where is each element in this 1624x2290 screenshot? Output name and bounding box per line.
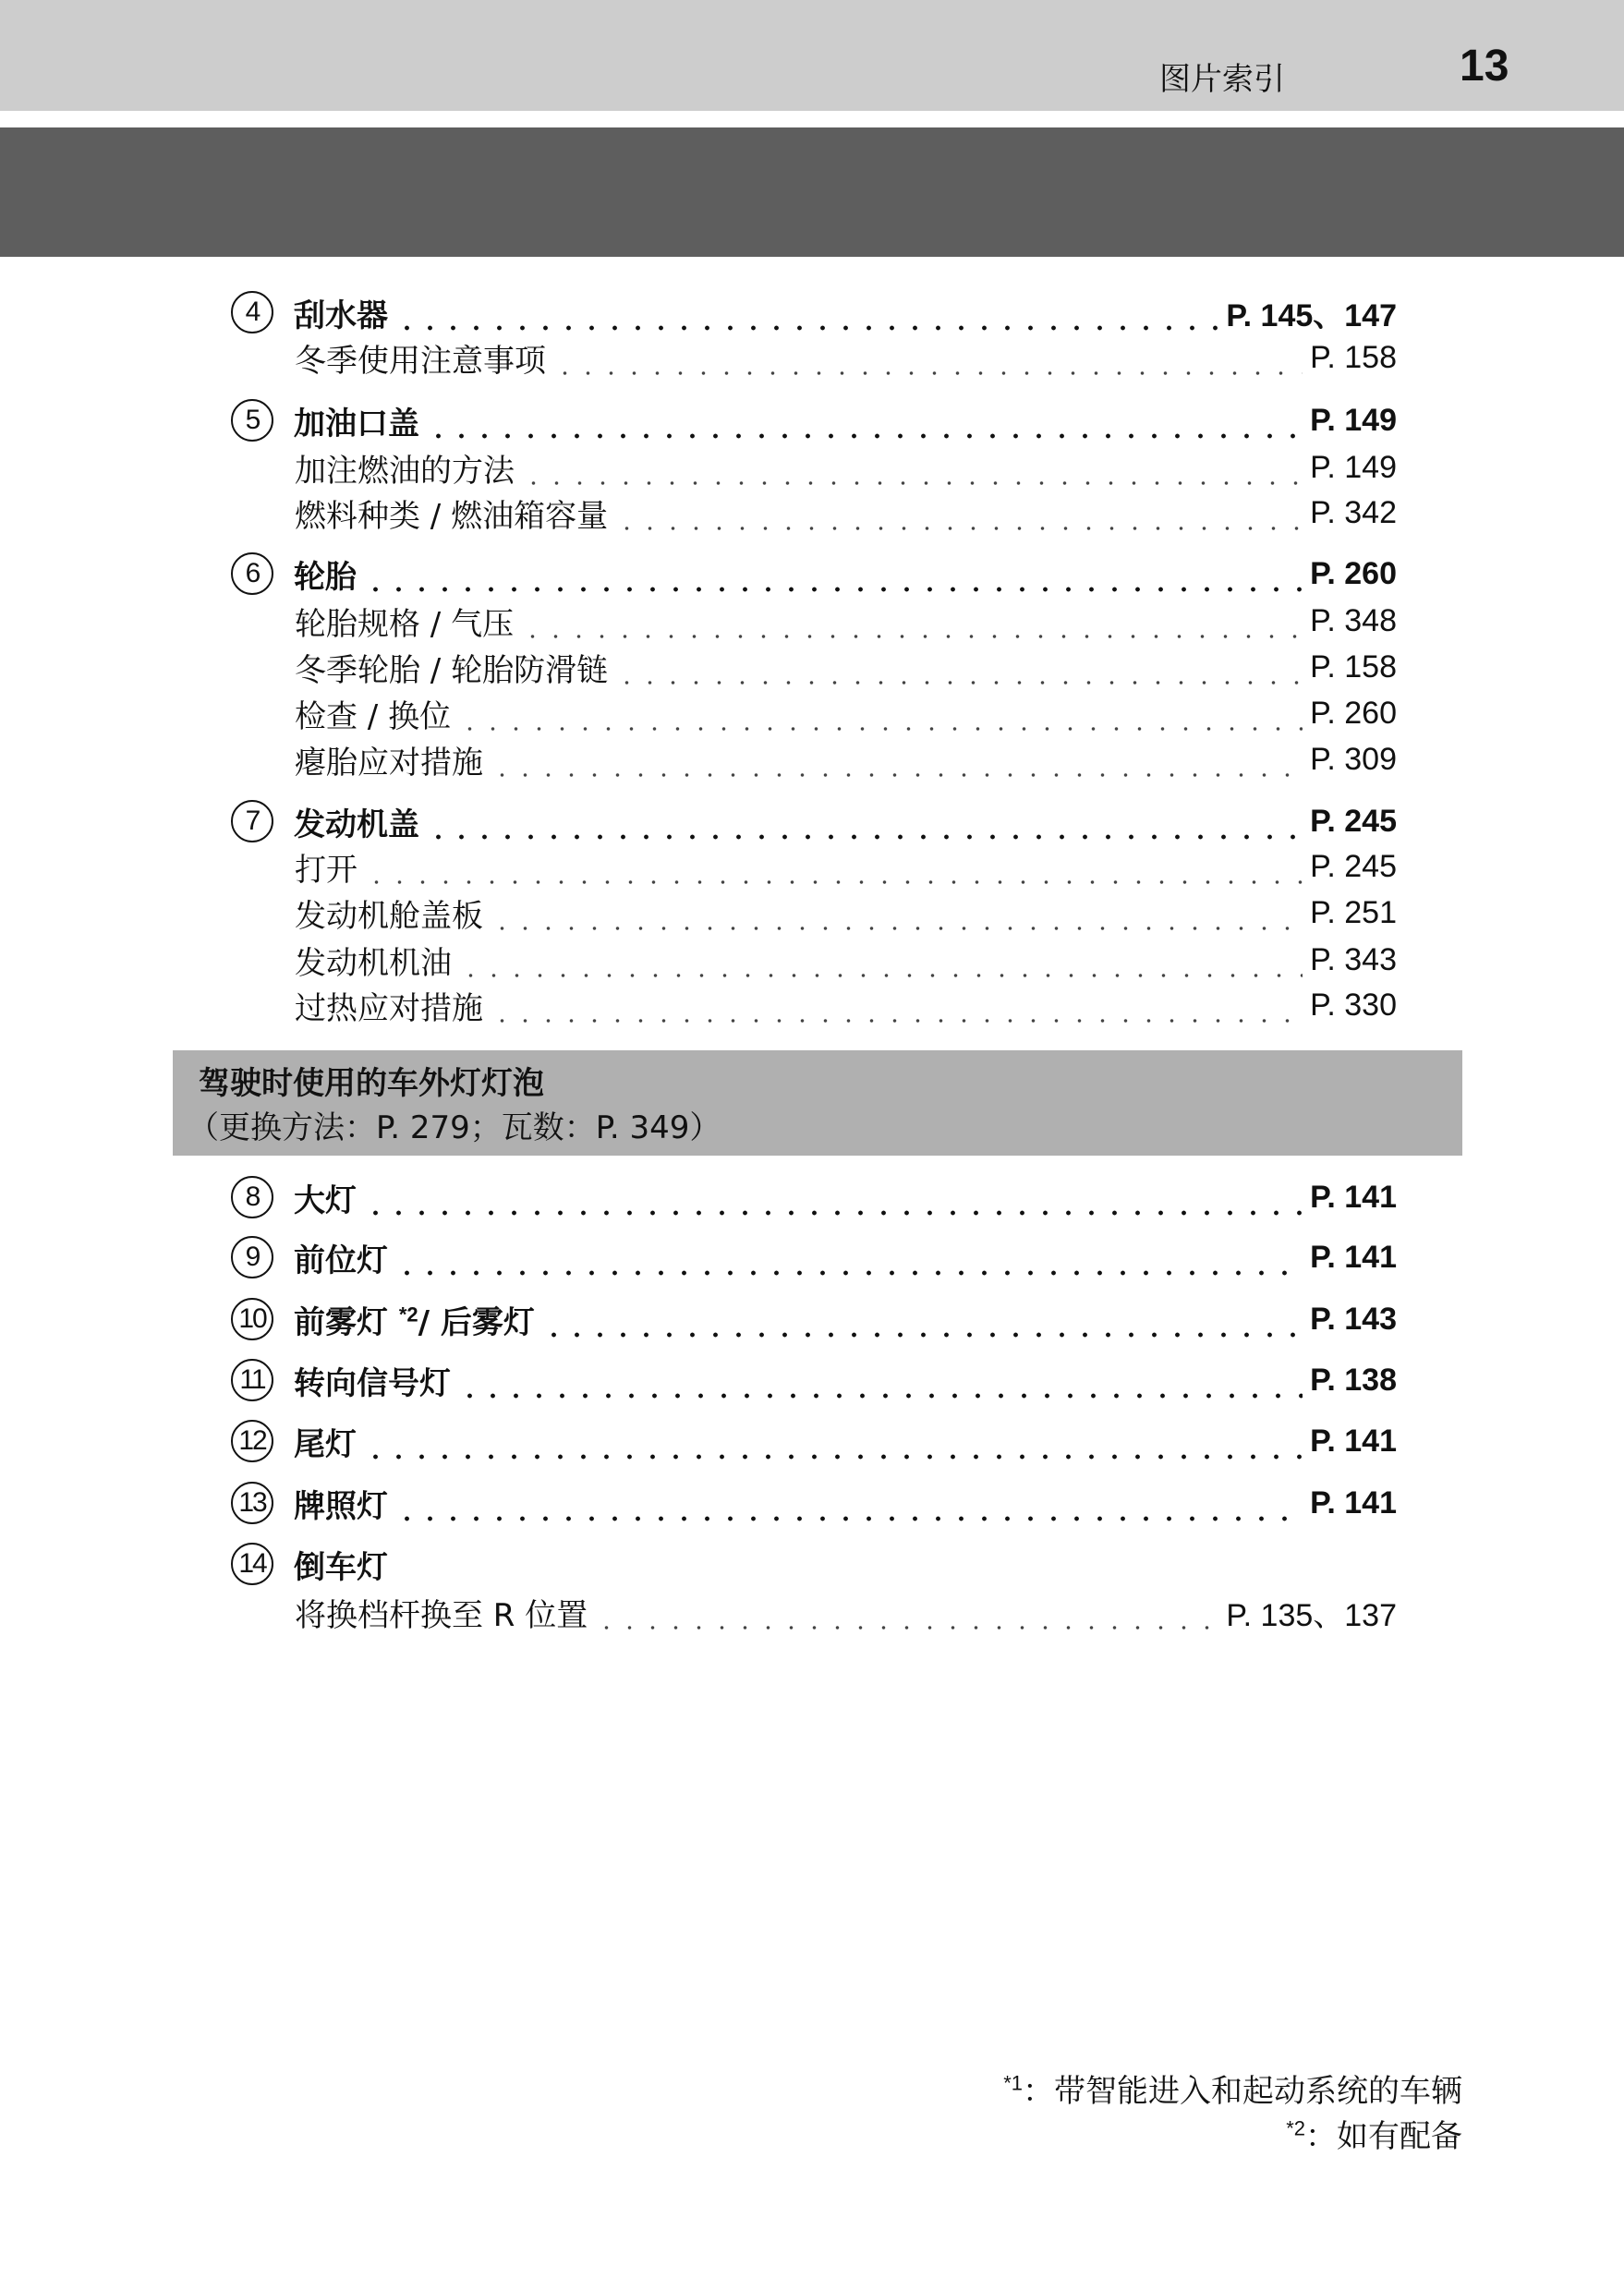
page-reference[interactable]: P. 245 — [1310, 848, 1397, 884]
dot-leader — [395, 1249, 1303, 1280]
circled-number-5: 5 — [231, 399, 273, 442]
page-reference[interactable]: P. 158 — [1310, 648, 1397, 685]
entry-label-text: 牌照灯 — [294, 1487, 388, 1525]
group-subtitle: （更换方法：P. 279；瓦数：P. 349） — [188, 1109, 721, 1146]
page-reference[interactable]: P. 141 — [1310, 1179, 1397, 1215]
dot-leader — [459, 951, 1303, 983]
entry-label-text: / 后雾灯 — [418, 1303, 535, 1341]
page-reference[interactable]: P. 342 — [1310, 494, 1397, 530]
page-reference[interactable]: P. 145、147 — [1226, 297, 1397, 333]
page-reference[interactable]: P. 158 — [1310, 339, 1397, 375]
footnote-mark: *2 — [1286, 2116, 1305, 2140]
page-reference[interactable]: P. 260 — [1310, 555, 1397, 591]
dot-leader — [542, 1311, 1303, 1342]
index-entry[interactable] — [231, 289, 1397, 335]
index-entry[interactable] — [231, 1296, 1397, 1342]
dot-leader — [395, 304, 1218, 335]
entry-label — [295, 335, 546, 381]
index-subentry[interactable] — [295, 982, 1397, 1028]
entry-label-text: 前雾灯 — [294, 1303, 399, 1341]
index-subentry[interactable] — [295, 644, 1397, 690]
entry-label — [295, 983, 483, 1028]
entry-label-text: 打开 — [295, 851, 358, 889]
entry-label-text: 刮水器 — [294, 297, 388, 334]
entry-label-text: 冬季使用注意事项 — [295, 342, 546, 380]
index-subentry[interactable] — [295, 334, 1397, 381]
index-subentry[interactable] — [295, 490, 1397, 536]
dot-leader — [521, 612, 1303, 644]
entry-label-text: 轮胎规格 / 气压 — [295, 605, 515, 643]
index-subentry[interactable] — [295, 736, 1397, 782]
entry-label-text: 瘪胎应对措施 — [295, 744, 483, 782]
page-reference[interactable]: P. 141 — [1310, 1239, 1397, 1275]
circled-number-14: 14 — [231, 1543, 273, 1585]
page-reference[interactable]: P. 149 — [1310, 449, 1397, 485]
circled-number-11: 11 — [231, 1359, 273, 1401]
entry-label — [294, 1419, 357, 1464]
page-reference[interactable]: P. 309 — [1310, 741, 1397, 777]
entry-label-text: 加油口盖 — [294, 405, 419, 442]
entry-label — [294, 1235, 388, 1280]
index-entry[interactable] — [231, 1541, 1397, 1587]
entry-label — [294, 1175, 357, 1220]
dot-leader — [615, 659, 1303, 690]
entry-label-text: 发动机盖 — [294, 806, 419, 843]
entry-label — [294, 1481, 388, 1526]
entry-label-text: 转向信号灯 — [294, 1364, 451, 1402]
index-subentry[interactable] — [295, 1589, 1397, 1635]
page-reference[interactable]: P. 135、137 — [1226, 1597, 1397, 1633]
footnote-text: ：如有配备 — [1305, 2118, 1462, 2155]
entry-label — [294, 290, 388, 335]
entry-label — [294, 1542, 388, 1587]
entry-label-text: 冬季轮胎 / 轮胎防滑链 — [295, 651, 609, 689]
dot-leader — [365, 858, 1303, 890]
index-entry[interactable] — [231, 1480, 1397, 1526]
page-reference[interactable]: P. 260 — [1310, 695, 1397, 731]
dark-banner — [0, 127, 1624, 257]
dot-leader — [427, 412, 1303, 443]
entry-label-text: 大灯 — [294, 1181, 357, 1219]
circled-number-12: 12 — [231, 1420, 273, 1462]
exterior-bulbs-header — [173, 1050, 1462, 1156]
entry-label — [294, 398, 419, 443]
entry-label — [295, 1590, 588, 1635]
index-entry[interactable] — [231, 798, 1397, 844]
index-entry[interactable] — [231, 397, 1397, 443]
page-reference[interactable]: P. 149 — [1310, 402, 1397, 438]
entry-label — [294, 799, 419, 844]
dot-leader — [522, 459, 1303, 491]
page-reference[interactable]: P. 343 — [1310, 941, 1397, 977]
dot-leader — [427, 813, 1303, 844]
index-entry[interactable] — [231, 1234, 1397, 1280]
entry-label — [295, 599, 514, 644]
entry-label — [295, 891, 483, 936]
dot-leader — [395, 1495, 1303, 1526]
page-reference[interactable]: P. 245 — [1310, 803, 1397, 839]
entry-label-text: 倒车灯 — [294, 1548, 388, 1586]
footnote-2 — [1286, 2111, 1462, 2156]
entry-label — [295, 844, 358, 890]
entry-label — [295, 445, 515, 491]
group-title: 驾驶时使用的车外灯灯泡 — [199, 1065, 544, 1102]
entry-label-text: 前位灯 — [294, 1242, 388, 1279]
entry-label-text: 检查 / 换位 — [295, 697, 452, 735]
index-subentry[interactable] — [295, 937, 1397, 983]
entry-label-text: 将换档杆换至 R 位置 — [295, 1596, 588, 1634]
footnote-1 — [1003, 2066, 1462, 2111]
header-band — [0, 0, 1624, 111]
dot-leader — [364, 1433, 1303, 1464]
footnote-mark: *1 — [1003, 2071, 1023, 2095]
dot-leader — [553, 349, 1303, 381]
entry-label — [295, 737, 483, 782]
circled-number-6: 6 — [231, 552, 273, 595]
entry-label-text: 过热应对措施 — [295, 989, 483, 1027]
circled-number-4: 4 — [231, 291, 273, 333]
dot-leader — [458, 705, 1303, 736]
entry-label-text: 轮胎 — [294, 558, 357, 596]
page-reference[interactable]: P. 138 — [1310, 1362, 1397, 1398]
entry-label-text: 尾灯 — [294, 1425, 357, 1463]
index-entry[interactable] — [231, 1357, 1397, 1403]
entry-label — [295, 491, 608, 536]
circled-number-7: 7 — [231, 800, 273, 842]
entry-label — [295, 645, 608, 690]
dot-leader — [595, 1604, 1218, 1635]
entry-label — [294, 1358, 451, 1403]
circled-number-10: 10 — [231, 1298, 273, 1340]
entry-label-text: 燃料种类 / 燃油箱容量 — [295, 497, 609, 535]
page-reference[interactable]: P. 330 — [1310, 987, 1397, 1023]
dot-leader — [491, 997, 1303, 1028]
dot-leader — [615, 504, 1303, 536]
page-reference[interactable]: P. 143 — [1310, 1301, 1397, 1337]
page-number: 13 — [1460, 42, 1509, 91]
dot-leader — [458, 1372, 1303, 1403]
index-entry[interactable] — [231, 1418, 1397, 1464]
index-entry[interactable] — [231, 1174, 1397, 1220]
entry-label — [294, 1297, 535, 1342]
page-reference[interactable]: P. 251 — [1310, 894, 1397, 930]
footnote-ref: *2 — [398, 1303, 418, 1327]
dot-leader — [491, 904, 1303, 936]
dot-leader — [491, 751, 1303, 782]
circled-number-9: 9 — [231, 1236, 273, 1278]
index-subentry[interactable] — [295, 690, 1397, 736]
entry-label-text: 发动机舱盖板 — [295, 897, 483, 935]
entry-label — [295, 938, 452, 983]
circled-number-8: 8 — [231, 1176, 273, 1218]
entry-label — [295, 691, 451, 736]
entry-label — [294, 551, 357, 597]
entry-label-text: 加注燃油的方法 — [295, 452, 515, 490]
page-reference[interactable]: P. 141 — [1310, 1423, 1397, 1459]
page-reference[interactable]: P. 348 — [1310, 602, 1397, 638]
dot-leader — [364, 565, 1303, 597]
page-reference[interactable]: P. 141 — [1310, 1484, 1397, 1521]
footnote-text: ：带智能进入和起动系统的车辆 — [1023, 2073, 1462, 2110]
dot-leader — [364, 1189, 1303, 1220]
circled-number-13: 13 — [231, 1482, 273, 1524]
index-entry[interactable] — [231, 551, 1397, 597]
index-subentry[interactable] — [295, 444, 1397, 491]
section-title: 图片索引 — [1159, 61, 1285, 98]
entry-label-text: 发动机机油 — [295, 944, 452, 982]
index-subentry[interactable] — [295, 843, 1397, 890]
index-subentry[interactable] — [295, 890, 1397, 936]
index-subentry[interactable] — [295, 598, 1397, 644]
